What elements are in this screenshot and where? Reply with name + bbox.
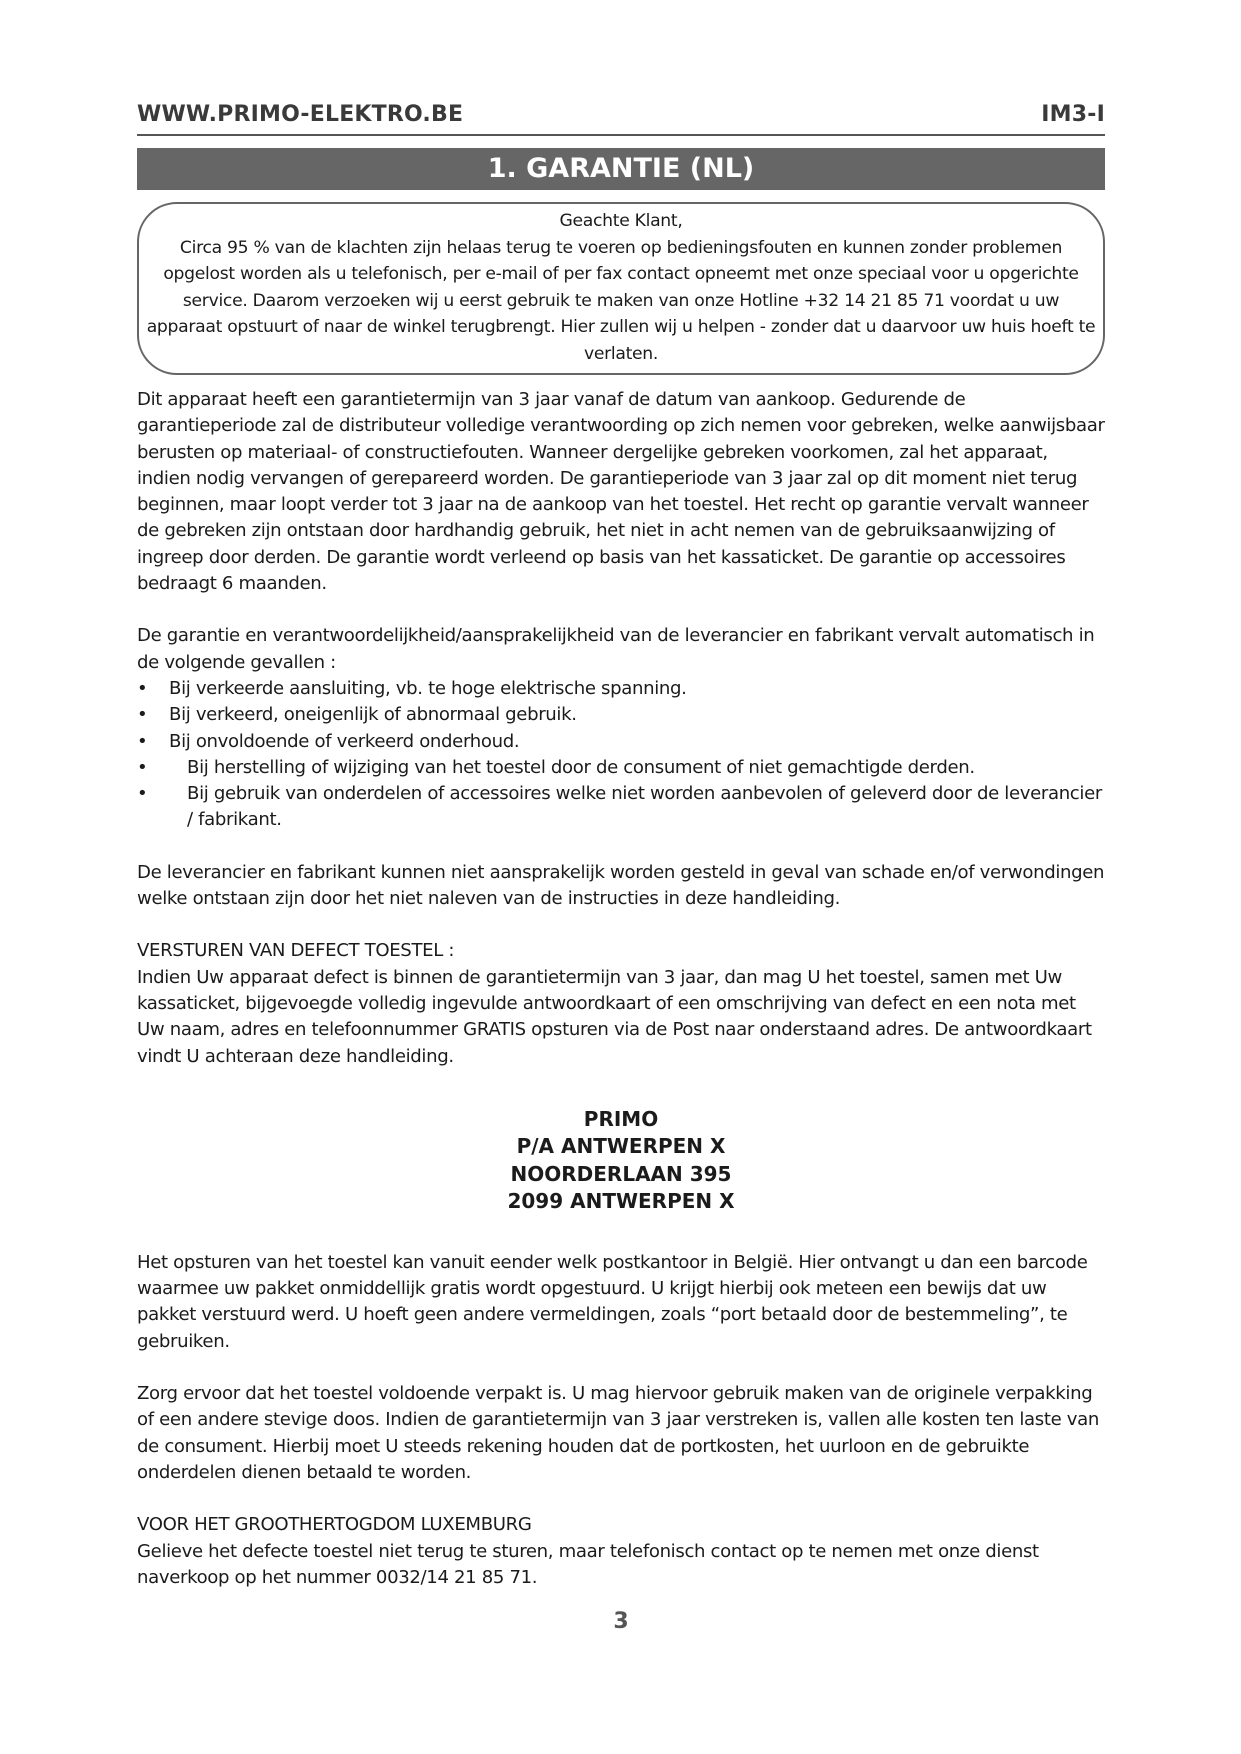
liability-damage-paragraph: De leverancier en fabrikant kunnen niet aansprakelijk worden gesteld in geval van schade en/of verwondingen welke ontstaan zijn door het niet naleven van de instructies in deze handleiding.: [137, 861, 1105, 910]
luxembourg-paragraph: Gelieve het defecte toestel niet terug te sturen, maar telefonisch contact op te nemen met onze dienst naverkoop op het nummer 0032/14 21 85 71.: [137, 1540, 1039, 1588]
section-title: 1. GARANTIE (NL): [137, 148, 1105, 190]
shipping-paragraph: Indien Uw apparaat defect is binnen de garantietermijn van 3 jaar, dan mag U het toestel, samen met Uw kassaticket, bijgevoegde volledig ingevulde antwoordkaart of een omschrijving van defect en een nota met Uw naam, adres en telefoonnummer GRATIS opsturen via de Post naar onderstaand adres. De antwoordkaart vindt U achteraan deze handleiding.: [137, 966, 1092, 1067]
post-office-paragraph: Het opsturen van het toestel kan vanuit eender welk postkantoor in België. Hier ontvangt u dan een barcode waarmee uw pakket onmiddellijk gratis wordt opgestuurd. U krijgt hierbij ook meteen een bewijs dat uw pakket verstuurd werd. U hoeft geen andere vermeldingen, zoals “port betaald door de bestemmeling”, te gebruiken.: [137, 1251, 1088, 1352]
list-item: • Bij verkeerde aansluiting, vb. te hoge elektrische spanning.: [137, 676, 1105, 702]
notice-text: Circa 95 % van de klachten zijn helaas terug te voeren op bedieningsfouten en kunnen zonder problemen opgelost worden als u telefonisch, per e-mail of per fax contact opneemt met onze speciaal voor u opgerichte service. Daarom verzoeken wij u eerst gebruik te maken van onze Hotline +32 14 21 85 71 voordat u uw apparaat opstuurt of naar de winkel terugbrengt. Hier zullen wij u helpen - zonder dat u daarvoor uw huis hoeft te verlaten.: [146, 237, 1096, 364]
website-url: WWW.PRIMO-ELEKTRO.BE: [137, 102, 464, 127]
list-item: • Bij onvoldoende of verkeerd onderhoud.: [137, 729, 1105, 755]
address-line: PRIMO: [583, 1106, 659, 1131]
list-item: • Bij herstelling of wijziging van het toestel door de consument of niet gemachtigde derden.: [137, 755, 1105, 781]
page-number: 3: [613, 1609, 629, 1635]
list-item: • Bij gebruik van onderdelen of accessoires welke niet worden aanbevolen of geleverd door de leverancier / fabrikant.: [137, 781, 1105, 834]
address-line: NOORDERLAAN 395: [510, 1161, 732, 1186]
document-page: [137, 102, 1105, 1634]
document-code: IM3-I: [1041, 102, 1105, 127]
liability-intro-paragraph: De garantie en verantwoordelijkheid/aansprakelijkheid van de leverancier en fabrikant vervalt automatisch in de volgende gevallen :: [137, 625, 1095, 673]
packaging-paragraph: Zorg ervoor dat het toestel voldoende verpakt is. U mag hiervoor gebruik maken van de originele verpakking of een andere stevige doos. Indien de garantietermijn van 3 jaar verstreken is, vallen alle kosten ten laste van de consument. Hierbij moet U steeds rekening houden dat de portkosten, het uurloon en de gebruikte onderdelen dienen betaald te worden.: [137, 1383, 1099, 1483]
address-line: P/A ANTWERPEN X: [516, 1134, 726, 1159]
address-line: 2099 ANTWERPEN X: [507, 1189, 735, 1214]
warranty-term-paragraph: Dit apparaat heeft een garantietermijn van 3 jaar vanaf de datum van aankoop. Gedurende de garantieperiode zal de distributeur volledige verantwoording op zich nemen voor gebreken, welke aanwijsbaar berusten op materiaal- of constructiefouten. Wanneer dergelijke gebreken voorkomen, zal het apparaat, indien nodig vervangen of gerepareerd worden. De garantieperiode van 3 jaar zal op dit moment niet terug beginnen, maar loopt verder tot 3 jaar na de aankoop van het toestel. Het recht op garantie vervalt wanneer de gebreken zijn ontstaan door hardhandig gebruik, het niet in acht nemen van de gebruiksaanwijzing of ingreep door derden. De garantie wordt verleend op basis van het kassaticket. De garantie op accessoires bedraagt 6 maanden.: [137, 389, 1105, 595]
notice-greeting: Geachte Klant,: [559, 211, 683, 231]
customer-notice-box: [137, 202, 1105, 375]
luxembourg-heading: VOOR HET GROOTHERTOGDOM LUXEMBURG: [137, 1514, 532, 1536]
list-item: • Bij verkeerd, oneigenlijk of abnormaal gebruik.: [137, 702, 1105, 728]
exclusion-list: [137, 676, 1105, 834]
page-header: [137, 102, 1105, 136]
shipping-heading: VERSTUREN VAN DEFECT TOESTEL :: [137, 940, 455, 962]
return-address: [137, 1106, 1105, 1216]
